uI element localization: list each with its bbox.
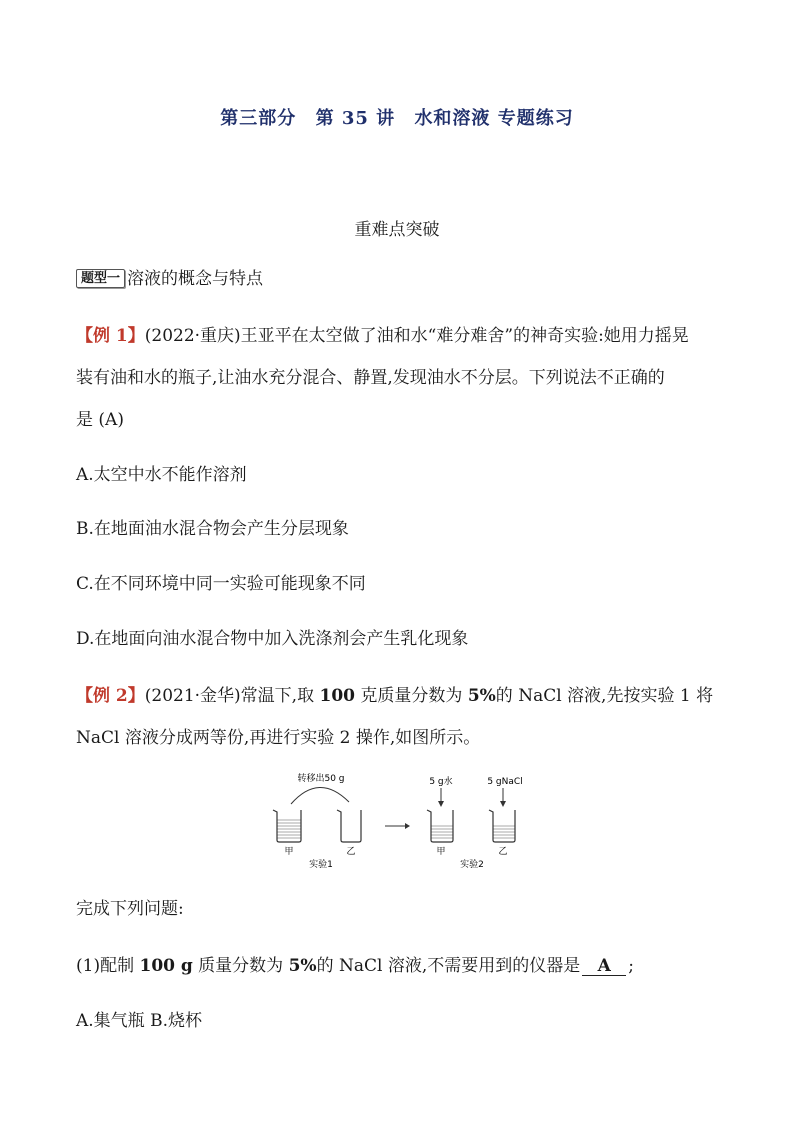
title-lecture: 第 35 讲 — [315, 108, 396, 129]
example1-text1: (2022·重庆)王亚平在太空做了油和水“难分难舍”的神奇实验:她用力摇晃 — [144, 326, 689, 346]
example2-line1: 【例 2】(2021·金华)常温下,取 100 克质量分数为 5%的 NaCl 溶液,先按实验 1 将 — [76, 686, 714, 706]
question-1-options: A.集气瓶 B.烧杯 — [76, 1011, 202, 1031]
experiment-figure — [265, 770, 535, 870]
beaker-yi-exp2 — [489, 810, 515, 842]
transfer-arc — [291, 787, 349, 804]
example1-line3: 是 (A) — [76, 410, 124, 430]
page-title — [0, 104, 794, 130]
arrow-icon — [385, 823, 410, 829]
example1-line2: 装有油和水的瓶子,让油水充分混合、静置,发现油水不分层。下列说法不正确的 — [76, 368, 665, 388]
example1-label: 【例 1】 — [76, 326, 145, 346]
label-exp2: 实验2 — [460, 860, 484, 870]
add-nacl-label: 5 gNaCl — [487, 777, 523, 787]
example1-option-d: D.在地面向油水混合物中加入洗涤剂会产生乳化现象 — [76, 629, 469, 649]
answer-blank: A — [582, 957, 626, 976]
type-tag: 题型一 — [76, 269, 125, 288]
example1-option-a: A.太空中水不能作溶剂 — [76, 465, 247, 485]
type1-heading — [76, 268, 263, 290]
transfer-label: 转移出50 g — [297, 774, 345, 784]
question-1: (1)配制 100 g 质量分数为 5%的 NaCl 溶液,不需要用到的仪器是 A ; — [76, 956, 634, 976]
type1-title: 溶液的概念与特点 — [127, 269, 264, 289]
example2-line2: NaCl 溶液分成两等份,再进行实验 2 操作,如图所示。 — [76, 728, 481, 748]
label-jia-2: 甲 — [436, 847, 446, 857]
section-title: 重难点突破 — [354, 220, 440, 240]
label-exp1: 实验1 — [309, 860, 333, 870]
example1-option-b: B.在地面油水混合物会产生分层现象 — [76, 519, 349, 539]
questions-intro: 完成下列问题: — [76, 899, 184, 919]
title-topic: 水和溶液 专题练习 — [414, 108, 574, 129]
beaker-jia-exp2 — [427, 810, 453, 842]
add-water-label: 5 g水 — [429, 777, 453, 787]
example1-option-c: C.在不同环境中同一实验可能现象不同 — [76, 574, 366, 594]
example2-label: 【例 2】 — [76, 686, 145, 706]
label-yi-2: 乙 — [498, 847, 508, 857]
beaker-yi-exp1 — [337, 810, 361, 842]
title-part: 第三部分 — [220, 108, 297, 129]
beaker-jia-exp1 — [273, 810, 303, 842]
example1-line1 — [76, 325, 689, 347]
down-arrow-icon — [438, 788, 506, 807]
label-yi-1: 乙 — [346, 847, 356, 857]
label-jia-1: 甲 — [284, 847, 294, 857]
